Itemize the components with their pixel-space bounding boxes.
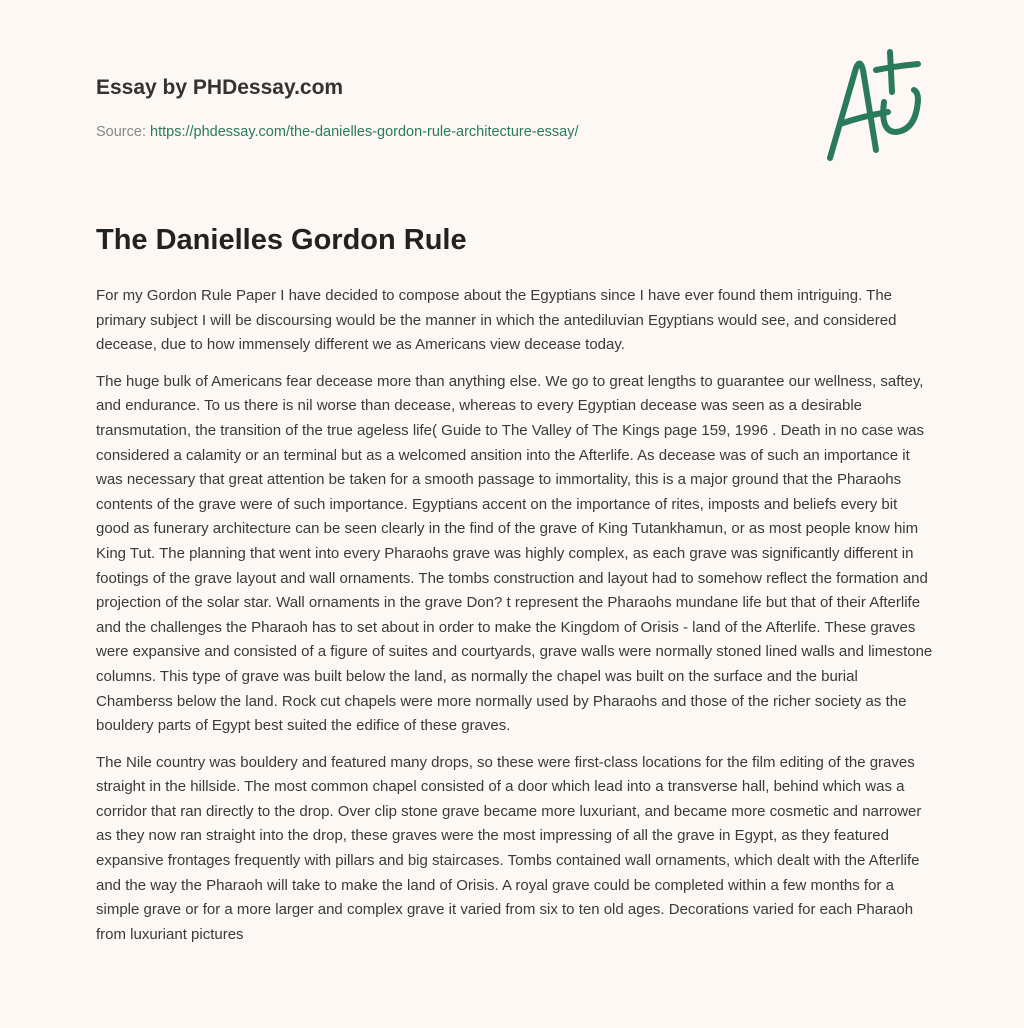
essay-body — [96, 284, 934, 959]
source-label: Source: — [96, 124, 146, 140]
source-link[interactable]: https://phdessay.com/the-danielles-gordon-rule-architecture-essay/ — [150, 124, 579, 140]
essay-paragraph: For my Gordon Rule Paper I have decided to compose about the Egyptians since I have ever found them intriguing. The primary subject I will be discoursing would be the manner in which the antediluvian Egyptians would see, and considered decease, due to how immensely different we as Americans view decease today. — [96, 287, 897, 354]
essay-paragraph: The Nile country was bouldery and featured many drops, so these were first-class locations for the film editing of the graves straight in the hillside. The most common chapel consisted of a door which lead into a transverse hall, behind which was a corridor that ran directly to the drop. Over clip stone grave became more luxuriant, and became more cosmetic and narrower as they now ran straight into the drop, these graves were the most impressing of all the grave in Egypt, as they featured expansive frontages frequently with pillars and big staircases. Tombs contained wall ornaments, which dealt with the Afterlife and the way the Pharaoh will take to make the land of Orisis. A royal grave could be completed within a few months for a simple grave or for a more larger and complex grave it varied from six to ten old ages. Decorations varied for each Pharaoh from luxuriant pictures — [96, 753, 922, 943]
site-title: Essay by PHDessay.com — [96, 76, 344, 99]
essay-paragraph: The huge bulk of Americans fear decease more than anything else. We go to great lengths to guarantee our wellness, saftey, and endurance. To us there is nil worse than decease, whereas to every Egyptian decease was seen as a desirable transmutation, the transition of the true ageless life( Guide to The Valley of The Kings page 159, 1996 . Death in no case was considered a calamity or an terminal but as a welcomed ansition into the Afterlife. As decease was of such an importance it was necessary that great attention be taken for a smooth passage to immortality, this is a major ground that the Pharaohs contents of the grave were of such importance. Egyptians accent on the importance of rites, imposts and beliefs every bit good as funerary architecture can be seen clearly in the find of the grave of King Tutankhamun, or as most people know him King Tut. The planning that went into every Pharaohs grave was highly complex, as each grave was significantly different in footings of the grave layout and wall ornaments. The tombs construction and layout had to somehow reflect the formation and projection of the solar star. Wall ornaments in the grave Don? t represent the Pharaohs mundane life but that of their Afterlife and the challenges the Pharaoh has to set about in order to make the Kingdom of Orisis - land of the Afterlife. These graves were expansive and consisted of a figure of suites and courtyards, grave walls were normally stoned lined walls and limestone columns. This type of grave was built below the land, as normally the chapel was built on the surface and the burial Chamberss below the land. Rock cut chapels were more normally used by Pharaohs and those of the richer society as the bouldery parts of Egypt best suited the edifice of these graves. — [96, 372, 933, 735]
essay-title: The Danielles Gordon Rule — [96, 224, 467, 256]
source-line — [96, 124, 579, 140]
a-plus-logo-icon — [818, 40, 933, 165]
site-header — [96, 76, 343, 100]
